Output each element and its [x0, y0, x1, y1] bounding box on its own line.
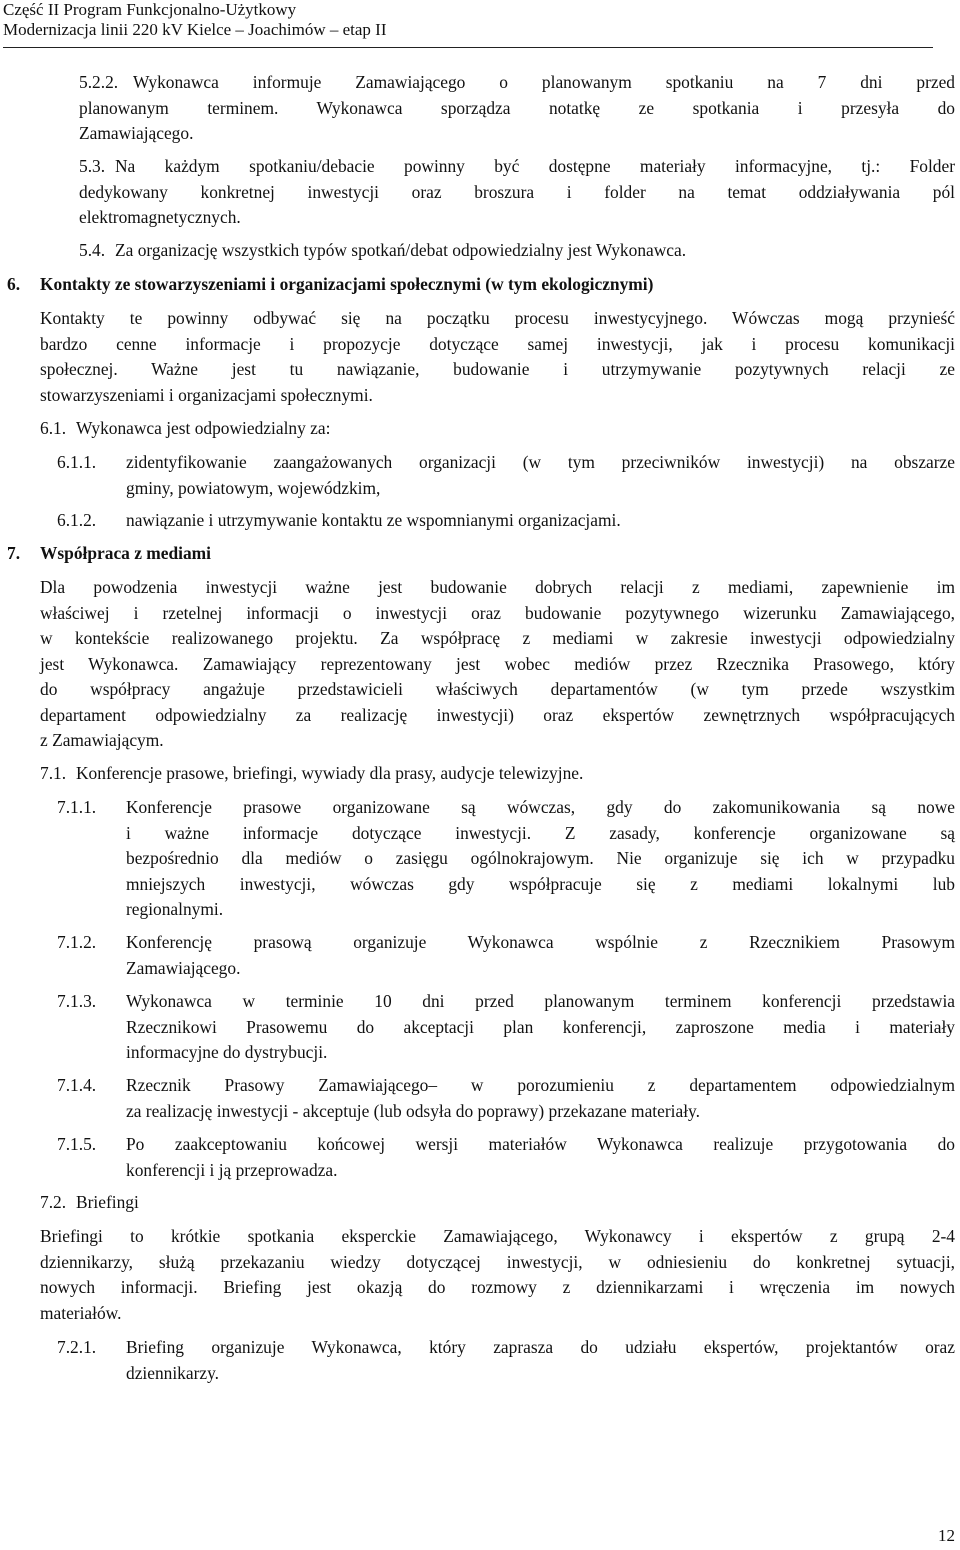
- text-line: nowych informacji. Briefing jest okazją do rozmowy z dziennikarzami i wręczenia im nowych: [40, 1277, 955, 1297]
- section-number-7-1-4: 7.1.4.: [57, 1075, 97, 1095]
- text-line: informacyjne do dystrybucji.: [126, 1042, 328, 1062]
- heading-text: Współpraca z mediami: [40, 543, 211, 563]
- section-7-1-2-text: [126, 930, 955, 981]
- section-number-6-1-1: 6.1.1.: [57, 452, 97, 472]
- text-line: Rzecznikowi Prasowemu do akceptacji plan konferencji, zaproszone media i materiały: [126, 1016, 955, 1037]
- section-number-6-1-2: 6.1.2.: [57, 510, 97, 530]
- section-6-1-2-text: [126, 508, 955, 534]
- section-number-7-1-5: 7.1.5.: [57, 1134, 97, 1154]
- section-number-7-2-1: 7.2.1.: [57, 1337, 97, 1357]
- header-project-title: Modernizacja linii 220 kV Kielce – Joachimów – etap II: [3, 20, 387, 39]
- section-6-1-text: [76, 416, 955, 442]
- text-line: Rzecznik Prasowy Zamawiającego– w porozumieniu z departamentem odpowiedzialnym: [126, 1075, 955, 1095]
- section-6-heading: [40, 272, 955, 298]
- section-5-4-text: [115, 238, 955, 264]
- heading-text: Kontakty ze stowarzyszeniami i organizacjami społecznymi (w tym ekologicznymi): [40, 274, 654, 294]
- text-line: jest Wykonawca. Zamawiający reprezentowany jest wobec mediów przez Rzecznika Prasowego, który: [40, 653, 955, 674]
- text-line: planowanym terminem. Wykonawca sporządza notatkę ze spotkania i przesyła do: [79, 97, 955, 118]
- header-document-title: Część II Program Funkcjonalno-Użytkowy: [3, 0, 297, 19]
- section-7-1-4-text: [126, 1073, 955, 1124]
- text-line: Konferencje prasowe, briefingi, wywiady dla prasy, audycje telewizyjne.: [76, 763, 584, 783]
- section-number-5-2-2: 5.2.2.: [79, 72, 119, 92]
- text-line: elektromagnetycznych.: [79, 207, 241, 227]
- text-line: bezpośrednio dla mediów o zasięgu ogólnokrajowym. Nie organizuje się ich w przypadku: [126, 848, 955, 868]
- section-7-1-1-text: [126, 795, 955, 923]
- text-line: konferencji i ją przeprowadza.: [126, 1159, 338, 1180]
- text-line: Briefingi to krótkie spotkania eksperckie Zamawiającego, Wykonawcy i ekspertów z grupą 2-4: [40, 1226, 955, 1246]
- section-number-7-1-3: 7.1.3.: [57, 991, 97, 1011]
- page-header: [3, 0, 933, 40]
- text-line: Zamawiającego.: [126, 957, 241, 978]
- text-line: Konferencję prasową organizuje Wykonawca wspólnie z Rzecznikiem Prasowym: [126, 932, 955, 952]
- text-line: do współpracy angażuje przedstawicieli właściwych departamentów (w tym przede wszystkim: [40, 679, 955, 699]
- section-number-6-1: 6.1.: [40, 418, 67, 438]
- text-line: dziennikarzy.: [126, 1362, 220, 1383]
- section-7-paragraph: [40, 575, 955, 754]
- text-line: nawiązanie i utrzymywanie kontaktu ze wspomnianymi organizacjami.: [126, 510, 621, 530]
- heading-text: Briefingi: [76, 1192, 139, 1212]
- section-7-2-paragraph: [40, 1224, 955, 1326]
- text-line: bardzo cenne informacje i propozycje dotyczące samej inwestycji, jak i procesu komunikacji: [40, 333, 955, 354]
- text-line: Konferencje prasowe organizowane są wówczas, gdy do zakomunikowania są nowe: [126, 797, 955, 817]
- text-line: Na każdym spotkaniu/debacie powinny być dostępne materiały informacyjne, tj.: Folder: [115, 156, 955, 176]
- section-7-1-5-text: [126, 1132, 955, 1183]
- text-line: Kontakty te powinny odbywać się na początku procesu inwestycyjnego. Wówczas mogą przynieść: [40, 308, 955, 328]
- text-line: Zamawiającego.: [79, 123, 194, 143]
- text-line: i ważne informacje dotyczące inwestycji. Z zasady, konferencje organizowane są: [126, 822, 955, 843]
- text-line: dziennikarzy, służą przekazaniu wiedzy dotyczącej inwestycji, w odniesieniu do konkretnej sytuacji,: [40, 1251, 955, 1272]
- section-7-1-3-text: [126, 989, 955, 1066]
- text-line: Dla powodzenia inwestycji ważne jest budowanie dobrych relacji z mediami, zapewnienie im: [40, 577, 955, 597]
- text-line: Wykonawca informuje Zamawiającego o planowanym spotkaniu na 7 dni przed: [133, 72, 955, 92]
- text-line: mniejszych inwestycji, wówczas gdy współpracuje się z mediami lokalnymi lub: [126, 873, 955, 894]
- section-5-2-2-continuation: [79, 96, 955, 147]
- text-line: Briefing organizuje Wykonawca, który zaprasza do udziału ekspertów, projektantów oraz: [126, 1337, 955, 1357]
- text-line: Po zaakceptowaniu końcowej wersji materiałów Wykonawca realizuje przygotowania do: [126, 1134, 955, 1154]
- text-line: Wykonawca w terminie 10 dni przed planowanym terminem konferencji przedstawia: [126, 991, 955, 1011]
- header-divider: [3, 47, 933, 48]
- section-number-6: 6.: [7, 274, 21, 294]
- text-line: Wykonawca jest odpowiedzialny za:: [76, 418, 331, 438]
- text-line: w kontekście realizowanego projektu. Za współpracę z mediami w zakresie inwestycji odpowiedzialny: [40, 628, 955, 648]
- section-number-7-1-2: 7.1.2.: [57, 932, 97, 952]
- text-line: społecznej. Ważne jest tu nawiązanie, budowanie i utrzymywanie pozytywnych relacji ze: [40, 359, 955, 379]
- text-line: materiałów.: [40, 1302, 122, 1323]
- section-number-7-2: 7.2.: [40, 1192, 67, 1212]
- section-5-3-text: [115, 154, 955, 180]
- text-line: stowarzyszeniami i organizacjami społecznymi.: [40, 384, 373, 405]
- section-7-2-1-text: [126, 1335, 955, 1386]
- section-number-7-1-1: 7.1.1.: [57, 797, 97, 817]
- section-7-1-text: [76, 761, 955, 787]
- text-line: za realizację inwestycji - akceptuje (lub odsyła do poprawy) przekazane materiały.: [126, 1100, 700, 1121]
- section-5-3-continuation: [79, 180, 955, 231]
- section-6-1-1-text: [126, 450, 955, 501]
- text-line: z Zamawiającym.: [40, 730, 164, 750]
- text-line: zidentyfikowanie zaangażowanych organizacji (w tym przeciwników inwestycji) na obszarze: [126, 452, 955, 472]
- section-6-paragraph: [40, 306, 955, 408]
- text-line: departament odpowiedzialny za realizację inwestycji) oraz ekspertów zewnętrznych współpracujących: [40, 704, 955, 725]
- section-number-5-3: 5.3.: [79, 156, 106, 176]
- text-line: gminy, powiatowym, wojewódzkim,: [126, 477, 381, 498]
- page-number: 12: [938, 1526, 955, 1545]
- section-5-2-2-text: [133, 70, 955, 96]
- section-number-7-1: 7.1.: [40, 763, 67, 783]
- text-line: właściwej i rzetelnej informacji o inwestycji oraz budowanie pozytywnego wizerunku Zamawiającego,: [40, 602, 955, 623]
- text-line: regionalnymi.: [126, 899, 224, 919]
- text-line: Za organizację wszystkich typów spotkań/debat odpowiedzialny jest Wykonawca.: [115, 240, 687, 260]
- section-number-5-4: 5.4.: [79, 240, 106, 260]
- section-7-heading: [40, 541, 955, 567]
- section-number-7: 7.: [7, 543, 21, 563]
- text-line: dedykowany konkretnej inwestycji oraz broszura i folder na temat oddziaływania pól: [79, 181, 955, 202]
- section-7-2-heading: [76, 1190, 955, 1216]
